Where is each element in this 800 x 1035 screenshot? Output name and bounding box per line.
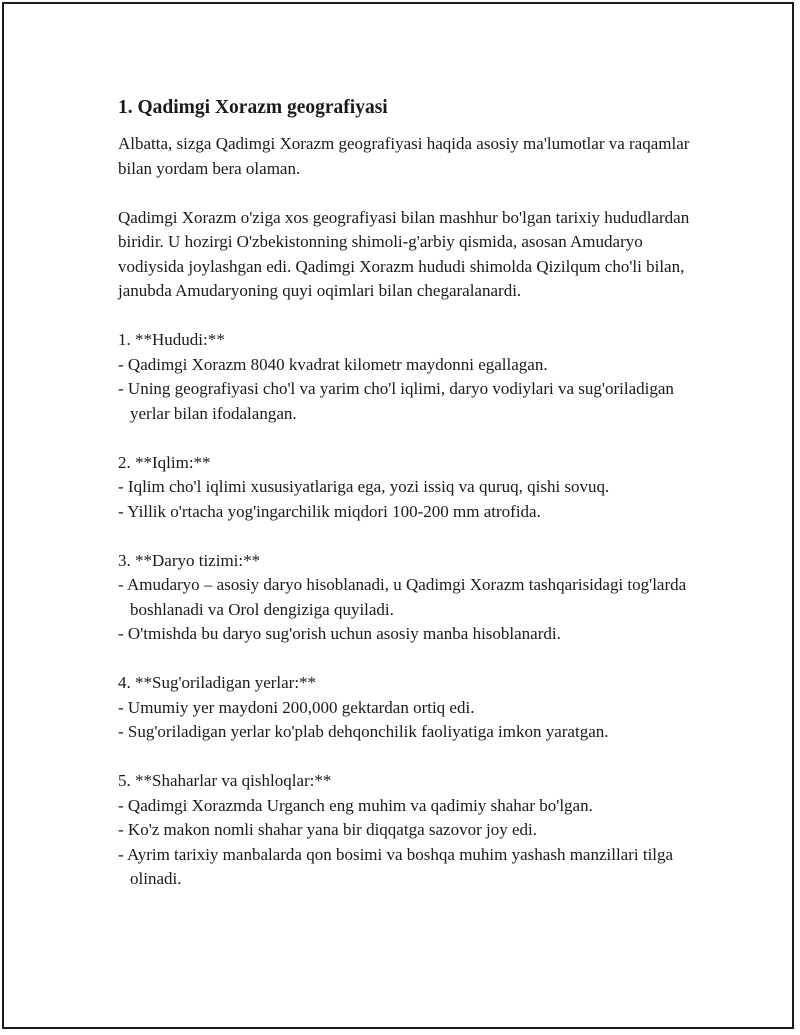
list-item: - Ayrim tarixiy manbalarda qon bosimi va boshqa muhim yashash manzillari tilga olinadi. [118, 844, 678, 888]
list-item: - Qadimgi Xorazmda Urganch eng muhim va qadimiy shahar bo'lgan. [118, 795, 593, 815]
list-item: - Yillik o'rtacha yog'ingarchilik miqdori 100-200 mm atrofida. [118, 501, 541, 521]
list-item: - Qadimgi Xorazm 8040 kvadrat kilometr maydonni egallagan. [118, 354, 548, 374]
list-item: - Amudaryo – asosiy daryo hisoblanadi, u Qadimgi Xorazm tashqarisidagi tog'larda boshlanadi va Orol dengiziga quyiladi. [118, 575, 691, 619]
section-irrigated-lands [118, 671, 698, 745]
list-item: - Uning geografiyasi cho'l va yarim cho'l iqlimi, daryo vodiylari va sug'oriladigan yerlar bilan ifodalangan. [118, 379, 679, 423]
intro-paragraph: Albatta, sizga Qadimgi Xorazm geografiyasi haqida asosiy ma'lumotlar va raqamlar bilan yordam bera olaman. [118, 134, 690, 178]
document-body [118, 96, 698, 916]
section-river-system [118, 549, 698, 647]
section-cities-villages [118, 769, 698, 892]
overview-paragraph: Qadimgi Xorazm o'ziga xos geografiyasi bilan mashhur bo'lgan tarixiy hududlardan biridir. U hozirgi O'zbekistonning shimoli-g'arbiy qismida, asosan Amudaryo vodiysida joylashgan edi. Qadimgi Xorazm hududi shimolda Qizilqum cho'li bilan, janubda Amudaryoning quyi oqimlari bilan chegaralanardi. [118, 207, 690, 300]
list-item: - Ko'z makon nomli shahar yana bir diqqatga sazovor joy edi. [118, 820, 537, 839]
section-heading: 5. **Shaharlar va qishloqlar:** [118, 771, 332, 790]
section-territory [118, 328, 698, 426]
section-heading: 4. **Sug'oriladigan yerlar:** [118, 673, 317, 692]
list-item: - Umumiy yer maydoni 200,000 gektardan ortiq edi. [118, 697, 475, 717]
section-heading: 2. **Iqlim:** [118, 452, 211, 472]
list-item: - Sug'oriladigan yerlar ko'plab dehqonchilik faoliyatiga imkon yaratgan. [118, 722, 609, 741]
section-climate [118, 451, 698, 525]
list-item: - O'tmishda bu daryo sug'orish uchun asosiy manba hisoblanardi. [118, 624, 561, 643]
section-heading: 1. **Hududi:** [118, 330, 225, 349]
document-title: 1. Qadimgi Xorazm geografiyasi [118, 97, 388, 118]
section-heading: 3. **Daryo tizimi:** [118, 550, 261, 570]
list-item: - Iqlim cho'l iqlimi xususiyatlariga ega, yozi issiq va quruq, qishi sovuq. [118, 477, 610, 496]
